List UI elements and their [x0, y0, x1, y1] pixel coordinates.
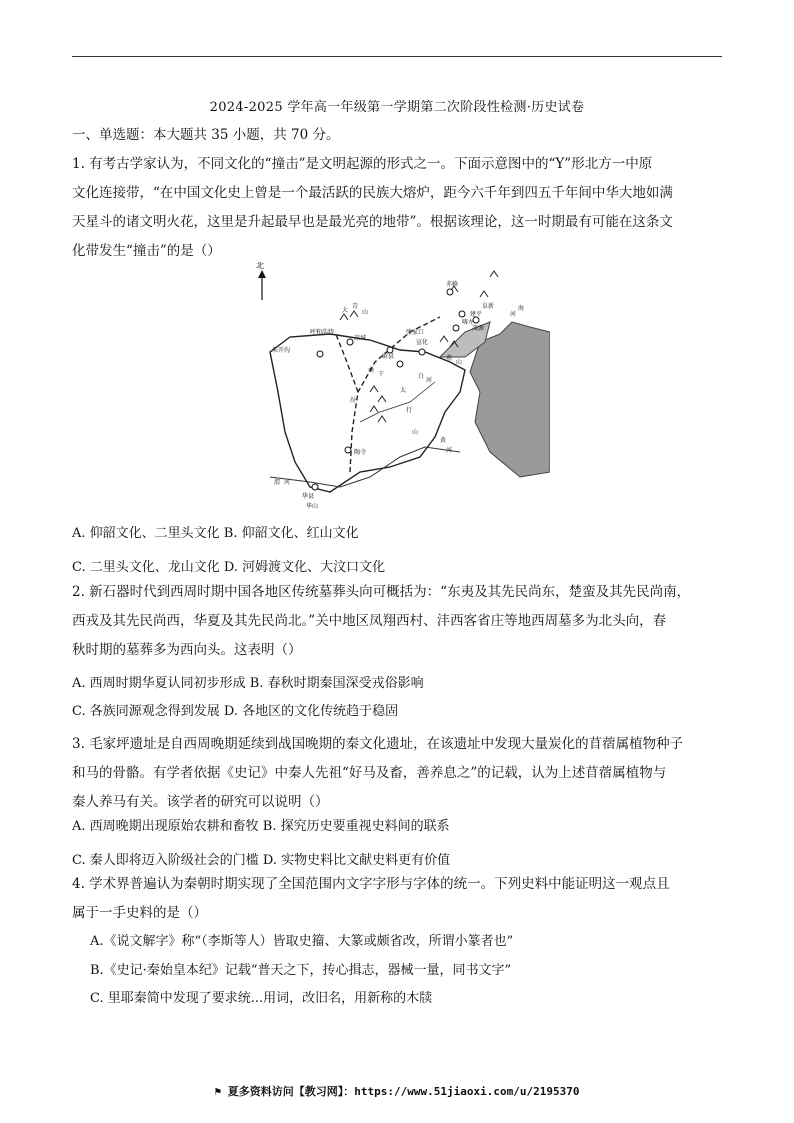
q1-line-3: 天星斗的诸文明火花，这里是升起最早也是最光亮的地带”。根据该理论，这一时期最有可能在这条文	[72, 214, 673, 230]
svg-text:桑: 桑	[368, 367, 375, 374]
q2-line-3: 秋时期的墓葬多为西向头。这表明（）	[72, 642, 302, 658]
svg-text:喀左: 喀左	[462, 319, 475, 326]
north-arrow-head	[258, 270, 266, 278]
q1-line-1: 1. 有考古学家认为，不同文化的“撞击”是文明起源的形式之一。下面示意图中的“Y”形北方一中原	[72, 156, 653, 172]
map-svg	[250, 262, 550, 512]
q4-line-2: 属于一手史料的是（）	[72, 905, 207, 921]
region-outline	[270, 334, 465, 492]
svg-text:华山: 华山	[306, 503, 319, 510]
svg-text:凉城: 凉城	[354, 335, 367, 342]
question-2	[72, 578, 722, 665]
page-title: 2024-2025 学年高一年级第一学期第二次阶段性检测·历史试卷	[209, 100, 585, 115]
svg-text:凌源: 凌源	[472, 325, 485, 332]
svg-text:张家口: 张家口	[406, 329, 425, 336]
svg-text:赤峰: 赤峰	[446, 281, 459, 288]
svg-text:河: 河	[426, 377, 433, 384]
svg-text:陶寺: 陶寺	[354, 449, 367, 456]
question-4	[72, 870, 722, 928]
q1-line-4: 化带发生“撞击”的是（）	[72, 243, 221, 259]
svg-text:海: 海	[518, 305, 525, 312]
svg-text:黄: 黄	[440, 437, 447, 444]
svg-text:山: 山	[362, 309, 369, 316]
q3-options-ab: A. 西周晚期出现原始农耕和畜牧 B. 探究历史要重视史料间的联系	[72, 819, 450, 834]
q1-options-ab: A. 仰韶文化、二里头文化 B. 仰韶文化、红山文化	[72, 526, 359, 541]
svg-text:大: 大	[342, 307, 349, 314]
flag-icon: ⚑	[214, 1085, 228, 1098]
svg-text:蔚县: 蔚县	[382, 353, 395, 360]
q4-line-1: 4. 学术界普遍认为秦朝时期实现了全国范围内文字字形与字体的统一。下列史料中能证明这一观点且	[72, 876, 670, 892]
q2-line-2: 西戎及其先民尚西，华夏及其先民尚北。”关中地区凤翔西村、沣西客省庄等地西周墓多为北头向，春	[72, 613, 667, 629]
q4-option-c: C. 里耶秦简中发现了要求统...用词，改旧名，用新称的木牍	[90, 991, 433, 1006]
svg-text:燕: 燕	[446, 355, 453, 362]
svg-text:朱开沟: 朱开沟	[272, 347, 291, 354]
question-3	[72, 730, 722, 817]
svg-text:河: 河	[510, 311, 517, 318]
svg-text:河: 河	[446, 447, 453, 454]
svg-text:华县: 华县	[302, 493, 315, 500]
svg-text:汾: 汾	[350, 397, 357, 404]
svg-text:干: 干	[378, 371, 385, 378]
question-1	[72, 150, 722, 266]
svg-text:白: 白	[418, 373, 425, 380]
q3-options-cd: C. 秦人即将迈入阶级社会的门槛 D. 实物史料比文献史料更有价值	[72, 853, 451, 868]
q2-line-1: 2. 新石器时代到西周时期中国各地区传统墓葬头向可概括为：“东夷及其先民尚东，楚蛮及其先民尚南，	[72, 584, 691, 600]
culture-belt-map	[250, 262, 550, 512]
svg-text:行: 行	[406, 407, 413, 414]
section-heading	[72, 121, 722, 150]
svg-text:山: 山	[412, 429, 419, 436]
svg-text:呼和浩特: 呼和浩特	[310, 329, 335, 336]
q3-line-2: 和马的骨骼。有学者依据《史记》中秦人先祖“好马及畜，善养息之”的记载，认为上述苜蓿属植物与	[72, 765, 667, 781]
svg-text:渭: 渭	[274, 479, 281, 486]
north-label: 北	[256, 262, 264, 270]
q1-options-cd: C. 二里头文化、龙山文化 D. 河姆渡文化、大汶口文化	[72, 560, 386, 575]
svg-text:宣化: 宣化	[416, 339, 429, 346]
sea-area	[470, 322, 550, 477]
q4-option-b: B.《史记·秦始皇本纪》记载“普天之下，抟心揖志，器械一量，同书文字”	[90, 963, 512, 978]
header-rule	[72, 56, 722, 57]
q3-line-1: 3. 毛家坪遗址是自西周晚期延续到战国晚期的秦文化遗址，在该遗址中发现大量炭化的苜蓿属植物种子	[72, 736, 684, 752]
svg-text:山: 山	[456, 359, 463, 366]
q4-option-a: A.《说文解字》称“（李斯等人）皆取史籀、大篆或颇省改，所谓小篆者也”	[90, 934, 514, 949]
svg-text:青: 青	[352, 303, 359, 310]
q3-line-3: 秦人养马有关。该学者的研究可以说明（）	[72, 794, 329, 810]
svg-text:河: 河	[284, 479, 291, 486]
q1-line-2: 文化连接带，“在中国文化史上曾是一个最活跃的民族大熔炉，距今六千年到四五千年间中华大地如满	[72, 185, 673, 201]
svg-text:阜新: 阜新	[482, 303, 495, 310]
footer-text: 夏多资料访问【教习网】：https://www.51jiaoxi.com/u/2195370	[227, 1085, 580, 1098]
river-line-2	[360, 382, 435, 422]
footer-link[interactable]	[0, 1083, 794, 1099]
q2-options-ab: A. 西周时期华夏认同初步形成 B. 春秋时期秦国深受戎俗影响	[72, 676, 424, 691]
svg-text:建平: 建平	[470, 311, 483, 318]
svg-text:太: 太	[400, 387, 407, 394]
section-text: 一、单选题：本大题共 35 小题，共 70 分。	[72, 127, 340, 143]
q2-options-cd: C. 各族同源观念得到发展 D. 各地区的文化传统趋于稳固	[72, 704, 399, 719]
